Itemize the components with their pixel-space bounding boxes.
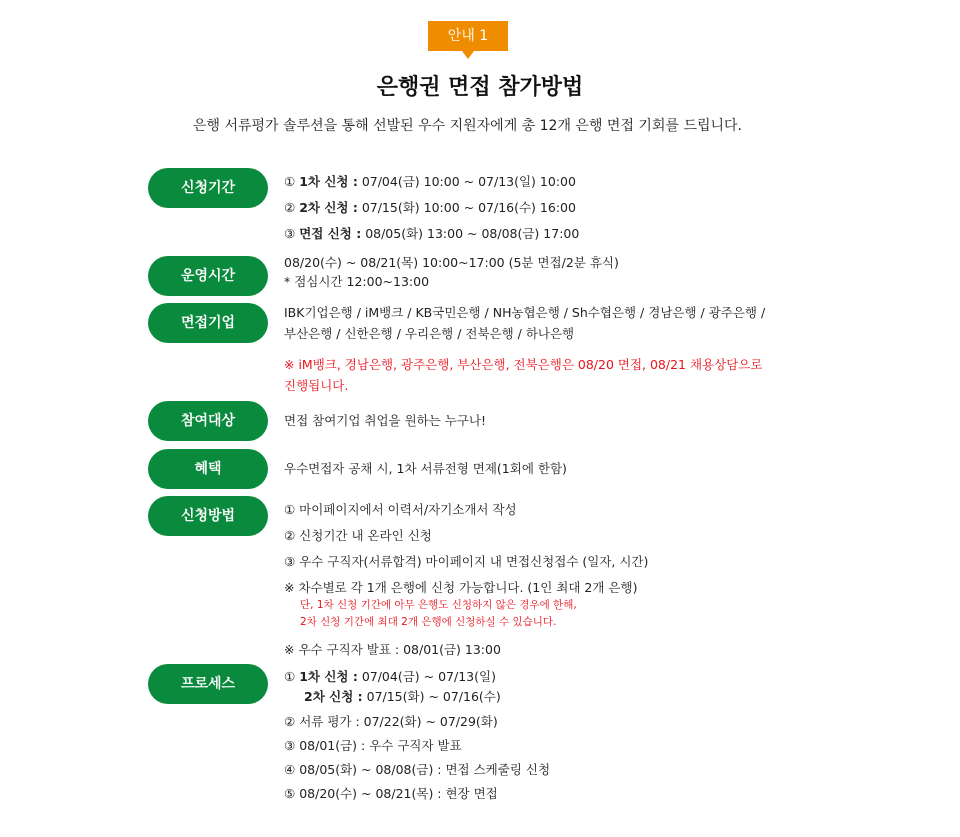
process-line — [284, 734, 784, 758]
method-notice: 2차 신청 기간에 최대 2개 은행에 신청하실 수 있습니다. — [300, 616, 557, 628]
method-announce: ※ 우수 구직자 발표 : 08/01(금) 13:00 — [284, 642, 501, 657]
target-text: 면접 참여기업 취업을 원하는 누구나! — [284, 413, 487, 428]
period-line — [284, 221, 784, 247]
label-benefit: 혜택 — [148, 449, 268, 489]
num: ① — [284, 174, 296, 189]
text: 07/15(화) ~ 07/16(수) — [362, 689, 501, 704]
companies-notice: ※ iM뱅크, 경남은행, 광주은행, 부산은행, 전북은행은 08/20 면접, 08/21 채용상담으로 — [284, 357, 763, 372]
method-line: ※ 차수별로 각 1개 은행에 신청 가능합니다. (1인 최대 2개 은행) — [284, 580, 638, 595]
bold: 1차 신청 : — [299, 174, 358, 189]
method-line: ② 신청기간 내 온라인 신청 — [284, 528, 432, 543]
process-content — [284, 667, 784, 806]
companies-line: IBK기업은행 / iM뱅크 / KB국민은행 / NH농협은행 / Sh수협은행 / 경남은행 / 광주은행 / — [284, 305, 766, 320]
companies-content — [284, 302, 784, 396]
process-line — [284, 782, 784, 806]
label-companies: 면접기업 — [148, 303, 268, 343]
badge-arrow-icon — [462, 51, 474, 59]
companies-line: 부산은행 / 신한은행 / 우리은행 / 전북은행 / 하나은행 — [284, 326, 575, 341]
text: 07/04(금) 10:00 ~ 07/13(일) 10:00 — [357, 174, 576, 189]
num: ③ — [284, 738, 296, 753]
label-target: 참여대상 — [148, 401, 268, 441]
method-line: ③ 우수 구직자(서류합격) 마이페이지 내 면접신청접수 (일자, 시간) — [284, 554, 649, 569]
process-line — [284, 667, 784, 687]
process-line — [284, 710, 784, 734]
hours-line: 08/20(수) ~ 08/21(목) 10:00~17:00 (5분 면접/2분 휴식) — [284, 255, 619, 270]
bold: 1차 신청 : — [299, 669, 358, 684]
text: 08/20(수) ~ 08/21(목) : 현장 면접 — [299, 786, 498, 801]
process-line — [284, 758, 784, 782]
text: 07/04(금) ~ 07/13(일) — [357, 669, 496, 684]
process-line — [284, 687, 784, 707]
period-line — [284, 195, 784, 221]
text: 08/05(화) 13:00 ~ 08/08(금) 17:00 — [361, 226, 580, 241]
period-content — [284, 169, 784, 247]
label-hours: 운영시간 — [148, 256, 268, 296]
page-subtitle: 은행 서류평가 솔루션을 통해 선발된 우수 지원자에게 총 12개 은행 면접 기회를 드립니다. — [192, 118, 742, 134]
label-process: 프로세스 — [148, 664, 268, 704]
bold: 2차 신청 : — [304, 689, 363, 704]
text: 07/15(화) 10:00 ~ 07/16(수) 16:00 — [357, 200, 576, 215]
text: 08/05(화) ~ 08/08(금) : 면접 스케줄링 신청 — [299, 762, 551, 777]
benefit-text: 우수면접자 공채 시, 1차 서류전형 면제(1회에 한함) — [284, 461, 567, 476]
num: ⑤ — [284, 786, 296, 801]
hours-line: * 점심시간 12:00~13:00 — [284, 274, 430, 289]
num: ② — [284, 714, 296, 729]
bold: 2차 신청 : — [299, 200, 358, 215]
bold: 면접 신청 : — [299, 226, 362, 241]
method-notice: 단, 1차 신청 기간에 아무 은행도 신청하지 않은 경우에 한해, — [300, 599, 577, 611]
period-line — [284, 169, 784, 195]
companies-notice: 진행됩니다. — [284, 378, 349, 393]
page-title: 은행권 면접 참가방법 — [376, 75, 584, 100]
num: ② — [284, 200, 296, 215]
hours-content — [284, 253, 784, 291]
method-content — [284, 497, 784, 663]
text: 서류 평가 : 07/22(화) ~ 07/29(화) — [299, 714, 498, 729]
label-method: 신청방법 — [148, 496, 268, 536]
notice-badge: 안내 1 — [428, 21, 508, 51]
num: ① — [284, 669, 296, 684]
label-period: 신청기간 — [148, 168, 268, 208]
num: ③ — [284, 226, 296, 241]
num: ④ — [284, 762, 296, 777]
method-line: ① 마이페이지에서 이력서/자기소개서 작성 — [284, 502, 517, 517]
text: 08/01(금) : 우수 구직자 발표 — [299, 738, 462, 753]
